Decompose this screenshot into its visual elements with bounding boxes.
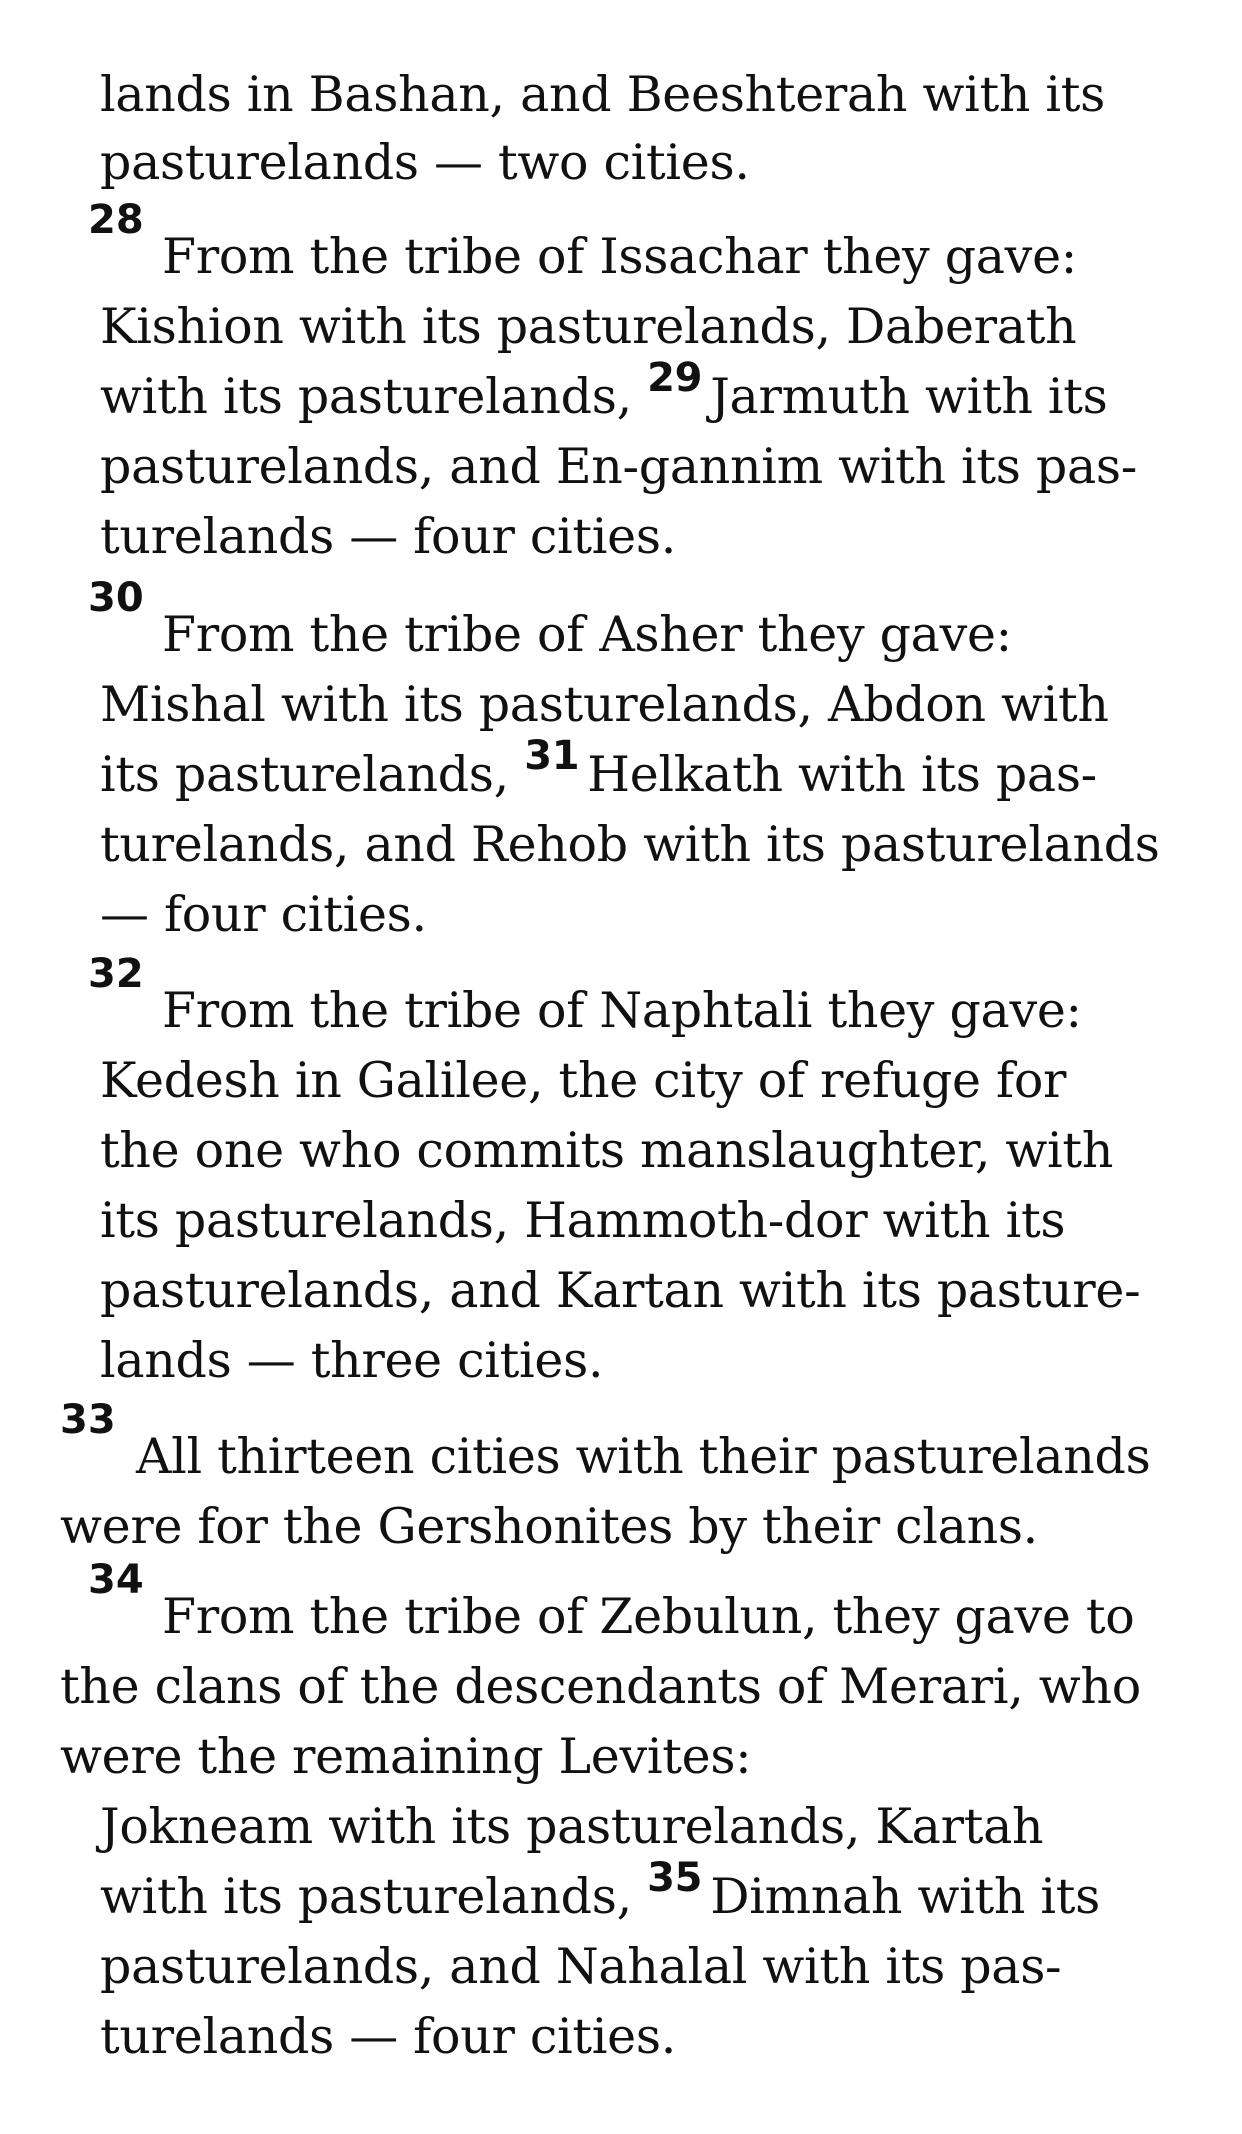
text-line: turelands, and Rehob with its pasturelands	[100, 816, 1160, 873]
text-line: turelands — four cities.	[100, 2008, 676, 2065]
text-line	[100, 733, 1097, 810]
verse-number-35: 35	[647, 1855, 703, 1901]
text-line: pasturelands, and En-gannim with its pas-	[100, 438, 1138, 495]
text-line: From the tribe of Naphtali they gave:	[162, 982, 1082, 1039]
text-segment: with its pasturelands,	[100, 368, 632, 425]
verse-number-28: 28	[88, 197, 144, 243]
text-segment: Helkath with its pas-	[587, 746, 1097, 803]
text-line: pasturelands — two cities.	[100, 134, 750, 191]
text-line: were the remaining Levites:	[60, 1728, 752, 1785]
text-segment: Dimnah with its	[710, 1868, 1100, 1925]
text-line: its pasturelands, Hammoth-dor with its	[100, 1192, 1066, 1249]
text-segment: its pasturelands,	[100, 746, 509, 803]
verse-number-29: 29	[647, 355, 703, 401]
text-line: From the tribe of Issachar they gave:	[162, 228, 1077, 285]
text-line: Mishal with its pasturelands, Abdon with	[100, 676, 1109, 733]
text-segment: Jarmuth with its	[710, 368, 1108, 425]
text-line: From the tribe of Zebulun, they gave to	[162, 1588, 1135, 1645]
text-line: Kedesh in Galilee, the city of refuge for	[100, 1052, 1067, 1109]
text-line: the clans of the descendants of Merari, who	[60, 1658, 1141, 1715]
text-segment: with its pasturelands,	[100, 1868, 632, 1925]
text-line: lands — three cities.	[100, 1332, 604, 1389]
verse-number-34: 34	[88, 1557, 144, 1603]
text-line	[100, 355, 1108, 432]
text-line: pasturelands, and Kartan with its pasture-	[100, 1262, 1141, 1319]
text-line: the one who commits manslaughter, with	[100, 1122, 1114, 1179]
text-line: lands in Bashan, and Beeshterah with its	[100, 66, 1106, 123]
text-line: From the tribe of Asher they gave:	[162, 606, 1012, 663]
verse-number-30: 30	[88, 575, 144, 621]
verse-number-32: 32	[88, 951, 144, 997]
text-line: — four cities.	[100, 886, 427, 943]
verse-number-31: 31	[524, 733, 580, 779]
verse-number-33: 33	[60, 1397, 116, 1443]
text-line: Kishion with its pasturelands, Daberath	[100, 298, 1077, 355]
text-line: Jokneam with its pasturelands, Kartah	[100, 1798, 1044, 1855]
text-line: turelands — four cities.	[100, 508, 676, 565]
text-line: were for the Gershonites by their clans.	[60, 1498, 1038, 1555]
text-line	[100, 1855, 1100, 1932]
text-line: pasturelands, and Nahalal with its pas-	[100, 1938, 1062, 1995]
text-line: All thirteen cities with their pasturelands	[136, 1428, 1151, 1485]
